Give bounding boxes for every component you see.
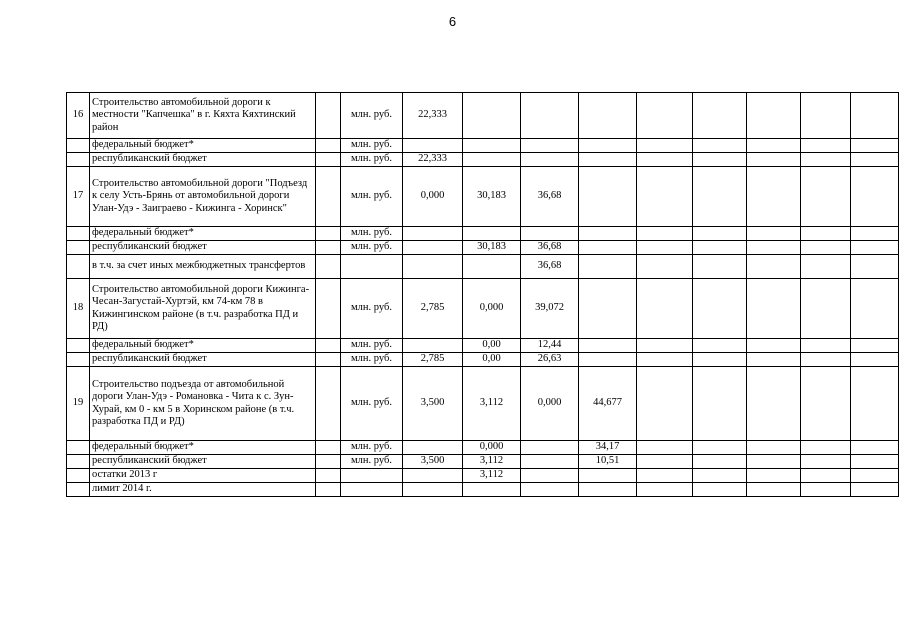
- value-cell: [521, 469, 579, 483]
- value-cell: [851, 255, 899, 279]
- value-cell: [579, 483, 637, 497]
- value-cell: [801, 469, 851, 483]
- item-name: Строительство автомобильной дороги "Подъезд к селу Усть-Брянь от автомобильной дороги Улан-Удэ - Заиграево - Кижинга - Хоринск": [90, 167, 316, 227]
- value-cell: [637, 139, 693, 153]
- table-row: [67, 93, 899, 139]
- table-row: [67, 153, 899, 167]
- blank-cell: [316, 139, 341, 153]
- value-cell: [693, 441, 747, 455]
- row-number: [67, 455, 90, 469]
- unit-cell: [341, 255, 403, 279]
- value-cell: [801, 279, 851, 339]
- value-cell: [463, 483, 521, 497]
- value-cell: [637, 441, 693, 455]
- value-cell: [801, 139, 851, 153]
- value-cell: 12,44: [521, 339, 579, 353]
- blank-cell: [316, 255, 341, 279]
- value-cell: [637, 483, 693, 497]
- item-name: республиканский бюджет: [90, 153, 316, 167]
- item-name: республиканский бюджет: [90, 353, 316, 367]
- item-name: федеральный бюджет*: [90, 441, 316, 455]
- value-cell: [851, 241, 899, 255]
- value-cell: [637, 167, 693, 227]
- table-row: [67, 339, 899, 353]
- value-cell: [747, 367, 801, 441]
- value-cell: [693, 279, 747, 339]
- value-cell: [403, 241, 463, 255]
- unit-cell: млн. руб.: [341, 139, 403, 153]
- value-cell: [693, 455, 747, 469]
- blank-cell: [316, 339, 341, 353]
- value-cell: [579, 227, 637, 241]
- unit-cell: млн. руб.: [341, 339, 403, 353]
- value-cell: [693, 227, 747, 241]
- unit-cell: млн. руб.: [341, 353, 403, 367]
- value-cell: 0,000: [403, 167, 463, 227]
- value-cell: [851, 227, 899, 241]
- value-cell: [851, 469, 899, 483]
- value-cell: [693, 153, 747, 167]
- value-cell: [579, 167, 637, 227]
- value-cell: [693, 353, 747, 367]
- value-cell: [637, 153, 693, 167]
- value-cell: 2,785: [403, 279, 463, 339]
- value-cell: [693, 483, 747, 497]
- value-cell: [637, 227, 693, 241]
- value-cell: [403, 339, 463, 353]
- value-cell: 44,677: [579, 367, 637, 441]
- value-cell: [693, 241, 747, 255]
- value-cell: [851, 353, 899, 367]
- value-cell: [403, 227, 463, 241]
- unit-cell: млн. руб.: [341, 279, 403, 339]
- value-cell: [801, 255, 851, 279]
- value-cell: [801, 455, 851, 469]
- value-cell: [637, 279, 693, 339]
- table-row: [67, 139, 899, 153]
- value-cell: 0,000: [521, 367, 579, 441]
- row-number: [67, 139, 90, 153]
- row-number: 17: [67, 167, 90, 227]
- blank-cell: [316, 483, 341, 497]
- unit-cell: млн. руб.: [341, 241, 403, 255]
- value-cell: [579, 279, 637, 339]
- value-cell: 3,500: [403, 455, 463, 469]
- value-cell: [403, 469, 463, 483]
- value-cell: 3,500: [403, 367, 463, 441]
- value-cell: 2,785: [403, 353, 463, 367]
- value-cell: 3,112: [463, 455, 521, 469]
- value-cell: 0,000: [463, 279, 521, 339]
- blank-cell: [316, 469, 341, 483]
- unit-cell: млн. руб.: [341, 153, 403, 167]
- value-cell: 36,68: [521, 241, 579, 255]
- value-cell: [851, 279, 899, 339]
- table-row: [67, 367, 899, 441]
- row-number: [67, 339, 90, 353]
- value-cell: [693, 469, 747, 483]
- value-cell: [693, 93, 747, 139]
- value-cell: [521, 483, 579, 497]
- item-name: республиканский бюджет: [90, 455, 316, 469]
- blank-cell: [316, 441, 341, 455]
- item-name: остатки 2013 г: [90, 469, 316, 483]
- value-cell: [747, 455, 801, 469]
- value-cell: [463, 227, 521, 241]
- value-cell: [579, 469, 637, 483]
- value-cell: [637, 353, 693, 367]
- value-cell: [579, 339, 637, 353]
- value-cell: [637, 455, 693, 469]
- value-cell: [637, 93, 693, 139]
- unit-cell: [341, 469, 403, 483]
- value-cell: [403, 441, 463, 455]
- row-number: 18: [67, 279, 90, 339]
- value-cell: 3,112: [463, 367, 521, 441]
- budget-table: [66, 92, 899, 497]
- value-cell: [851, 339, 899, 353]
- value-cell: [521, 93, 579, 139]
- value-cell: [747, 255, 801, 279]
- item-name: федеральный бюджет*: [90, 139, 316, 153]
- unit-cell: [341, 483, 403, 497]
- value-cell: [747, 339, 801, 353]
- value-cell: 3,112: [463, 469, 521, 483]
- value-cell: [747, 93, 801, 139]
- row-number: [67, 353, 90, 367]
- value-cell: [851, 153, 899, 167]
- value-cell: [801, 367, 851, 441]
- value-cell: [521, 227, 579, 241]
- value-cell: [637, 339, 693, 353]
- row-number: [67, 153, 90, 167]
- row-number: [67, 469, 90, 483]
- row-number: 19: [67, 367, 90, 441]
- table-row: [67, 227, 899, 241]
- unit-cell: млн. руб.: [341, 167, 403, 227]
- table-row: [67, 279, 899, 339]
- value-cell: [747, 353, 801, 367]
- row-number: [67, 241, 90, 255]
- value-cell: [463, 93, 521, 139]
- value-cell: [801, 483, 851, 497]
- value-cell: 34,17: [579, 441, 637, 455]
- blank-cell: [316, 353, 341, 367]
- value-cell: [521, 441, 579, 455]
- value-cell: [637, 241, 693, 255]
- value-cell: 36,68: [521, 255, 579, 279]
- blank-cell: [316, 227, 341, 241]
- value-cell: [851, 93, 899, 139]
- value-cell: 0,00: [463, 353, 521, 367]
- value-cell: [747, 139, 801, 153]
- value-cell: [801, 153, 851, 167]
- value-cell: [403, 255, 463, 279]
- blank-cell: [316, 367, 341, 441]
- value-cell: 26,63: [521, 353, 579, 367]
- blank-cell: [316, 167, 341, 227]
- value-cell: [403, 483, 463, 497]
- value-cell: [747, 167, 801, 227]
- table-row: [67, 455, 899, 469]
- item-name: Строительство подъезда от автомобильной дороги Улан-Удэ - Романовка - Чита к с. Зун-Хурай, км 0 - км 5 в Хоринском районе (в т.ч. разработка ПД и РД): [90, 367, 316, 441]
- unit-cell: млн. руб.: [341, 367, 403, 441]
- value-cell: [851, 483, 899, 497]
- table-row: [67, 469, 899, 483]
- page-number: 6: [448, 14, 457, 29]
- unit-cell: млн. руб.: [341, 93, 403, 139]
- table-row: [67, 241, 899, 255]
- value-cell: [747, 227, 801, 241]
- value-cell: 22,333: [403, 93, 463, 139]
- value-cell: [693, 167, 747, 227]
- value-cell: [851, 139, 899, 153]
- value-cell: [579, 93, 637, 139]
- unit-cell: млн. руб.: [341, 227, 403, 241]
- value-cell: [579, 353, 637, 367]
- item-name: в т.ч. за счет иных межбюджетных трансфертов: [90, 255, 316, 279]
- value-cell: [463, 139, 521, 153]
- value-cell: [521, 139, 579, 153]
- item-name: Строительство автомобильной дороги Кижинга-Чесан-Загустай-Хуртэй, км 74-км 78 в Кижингинском районе (в т.ч. разработка ПД и РД): [90, 279, 316, 339]
- value-cell: [747, 279, 801, 339]
- value-cell: [579, 153, 637, 167]
- blank-cell: [316, 455, 341, 469]
- table-row: [67, 255, 899, 279]
- value-cell: 10,51: [579, 455, 637, 469]
- row-number: [67, 255, 90, 279]
- value-cell: [403, 139, 463, 153]
- row-number: [67, 227, 90, 241]
- value-cell: [693, 139, 747, 153]
- value-cell: [637, 367, 693, 441]
- blank-cell: [316, 279, 341, 339]
- row-number: 16: [67, 93, 90, 139]
- value-cell: [747, 483, 801, 497]
- blank-cell: [316, 93, 341, 139]
- blank-cell: [316, 241, 341, 255]
- value-cell: 36,68: [521, 167, 579, 227]
- value-cell: [693, 339, 747, 353]
- value-cell: [521, 455, 579, 469]
- value-cell: [637, 255, 693, 279]
- value-cell: [747, 469, 801, 483]
- row-number: [67, 483, 90, 497]
- value-cell: 30,183: [463, 241, 521, 255]
- item-name: Строительство автомобильной дороги к местности "Капчешка" в г. Кяхта Кяхтинский район: [90, 93, 316, 139]
- value-cell: [801, 167, 851, 227]
- value-cell: [801, 93, 851, 139]
- item-name: лимит 2014 г.: [90, 483, 316, 497]
- value-cell: [693, 255, 747, 279]
- unit-cell: млн. руб.: [341, 441, 403, 455]
- value-cell: 30,183: [463, 167, 521, 227]
- value-cell: [801, 339, 851, 353]
- value-cell: [637, 469, 693, 483]
- value-cell: [851, 455, 899, 469]
- table-row: [67, 353, 899, 367]
- value-cell: [851, 167, 899, 227]
- value-cell: [801, 441, 851, 455]
- value-cell: [801, 227, 851, 241]
- value-cell: [801, 241, 851, 255]
- unit-cell: млн. руб.: [341, 455, 403, 469]
- item-name: федеральный бюджет*: [90, 227, 316, 241]
- value-cell: 0,00: [463, 339, 521, 353]
- value-cell: [747, 153, 801, 167]
- value-cell: [463, 255, 521, 279]
- value-cell: [579, 255, 637, 279]
- value-cell: [521, 153, 579, 167]
- value-cell: [851, 441, 899, 455]
- value-cell: [801, 353, 851, 367]
- value-cell: [463, 153, 521, 167]
- value-cell: [851, 367, 899, 441]
- value-cell: [579, 241, 637, 255]
- row-number: [67, 441, 90, 455]
- table-row: [67, 167, 899, 227]
- value-cell: [747, 241, 801, 255]
- value-cell: 0,000: [463, 441, 521, 455]
- value-cell: [693, 367, 747, 441]
- table-row: [67, 441, 899, 455]
- value-cell: 22,333: [403, 153, 463, 167]
- blank-cell: [316, 153, 341, 167]
- budget-table-body: [67, 93, 899, 497]
- item-name: республиканский бюджет: [90, 241, 316, 255]
- value-cell: [579, 139, 637, 153]
- item-name: федеральный бюджет*: [90, 339, 316, 353]
- value-cell: 39,072: [521, 279, 579, 339]
- value-cell: [747, 441, 801, 455]
- table-row: [67, 483, 899, 497]
